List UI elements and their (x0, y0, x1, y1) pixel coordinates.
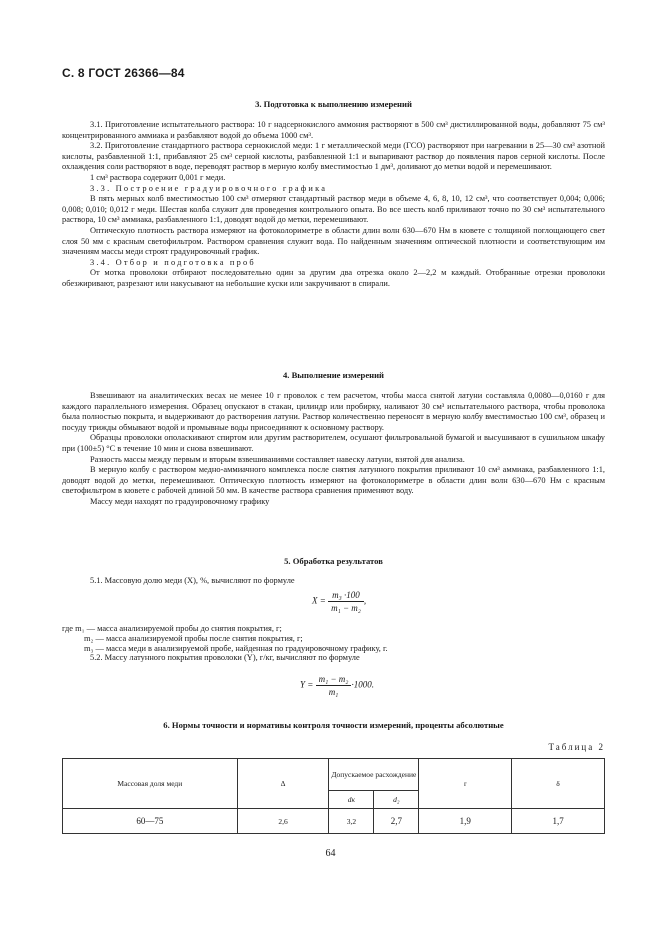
paragraph-4-a: Взвешивают на аналитических весах не менее 10 г проволок с тем расчетом, чтобы масса снятой латуни составляла 0,0080—0,0160 г для каждого параллельного измерения. Образец опускают в стакан, цилиндр или пробирку, наливают 30 см³ испытательного раствора, чтобы проволока была полностью покрыта, и выдерживают до растворения латуни. Раствор количественно переносят в мерную колбу вместимостью 100 см³, образец и посуду трижды обмывают водой и промывные воды присоединяют к основному раствору. (62, 391, 605, 432)
cell-copper-fraction: 60—75 (63, 809, 238, 834)
formula-x: X = $\frac{\text{m₃ ·100}}{\text{m₁ − m₂}}$ , (312, 590, 367, 613)
cell-small-delta: 1,7 (512, 809, 605, 834)
page-header: С. 8 ГОСТ 26366—84 (62, 66, 185, 80)
legend-m2: m₂ — масса анализируемой пробы после снятия покрытия, г; (84, 633, 303, 643)
table-label: Таблица 2 (548, 742, 605, 752)
header-delta: Δ (237, 759, 329, 809)
cell-dk: 3,2 (329, 809, 374, 834)
subsection-3-3-title: 3.3. Построение градуировочного графика (90, 183, 328, 193)
header-r: r (419, 759, 512, 809)
section-4-title: 4. Выполнение измерений (282, 370, 385, 380)
header-small-delta: δ (512, 759, 605, 809)
header-copper-fraction: Массовая доля меди (63, 759, 238, 809)
page-number: 64 (325, 848, 336, 859)
accuracy-table (62, 758, 605, 834)
paragraph-3-4: От мотка проволоки отбирают последовательно один за другим два отрезка около 2—2,2 м каждый. Отобранные отрезки проволоки обезжиривают, разрезают или накусывают на небольшие куски или закручивают в спирали. (62, 268, 605, 288)
section-3-title: 3. Подготовка к выполнению измерений (255, 99, 412, 109)
header-dk: dк (329, 791, 374, 809)
paragraph-4-d: В мерную колбу с раствором медно-аммиачного комплекса после снятия латунного покрытия приливают 10 см³ аммиака, разбавленного 1:1, доводят водой до метки, перемешивают. Оптическую плотность измеряют на фотоколориметре в области длин волн 630—670 Нм с красным светофильтром в кювете с рабочей длиной 50 мм. В качестве раствора сравнения применяют воду. (62, 465, 605, 496)
paragraph-5-2: 5.2. Массу латунного покрытия проволоки (Y), г/кг, вычисляют по формуле (90, 653, 360, 663)
section-6-title: 6. Нормы точности и нормативы контроля точности измерений, проценты абсолютные (163, 720, 504, 730)
table-row (63, 809, 605, 834)
paragraph-5-1: 5.1. Массовую долю меди (X), %, вычисляют по формуле (90, 576, 295, 585)
subsection-3-4-title: 3.4. Отбор и подготовка проб (90, 257, 256, 267)
formula-legend (62, 624, 605, 663)
cell-r: 1,9 (419, 809, 512, 834)
cell-d2: 2,7 (374, 809, 419, 834)
paragraph-3-3-a: В пять мерных колб вместимостью 100 см³ отмеряют стандартный раствор меди в объеме 4, 6, 8, 10, 12 см³, что соответствует 0,004; 0,006; 0,008; 0,010; 0,012 г меди. Шестая колба служит для проведения контрольного опыта. Во все шесть колб приливают точно по 30 см³ испытательного раствора, 10 см³ аммиака, разбавленного 1:1, доводят водой до метки, перемешивают. (62, 194, 605, 225)
cell-delta: 2,6 (237, 809, 329, 834)
formula-y: Y = $\frac{\text{m₁ − m₂}}{\text{m₁}}$ ·1000. (300, 674, 374, 697)
paragraph-copper-content: 1 см³ раствора содержит 0,001 г меди. (90, 172, 226, 182)
header-allowed-deviation: Допускаемое расхождение (329, 759, 419, 791)
paragraph-4-b: Образцы проволоки ополаскивают спиртом или другим растворителем, осушают фильтровальной бумагой и высушивают в сушильном шкафу при (100±5) °С в течение 10 мин и снова взвешивают. (62, 433, 605, 453)
paragraph-4-e: Массу меди находят по градуировочному графику (90, 496, 270, 506)
paragraph-3-2: 3.2. Приготовление стандартного раствора сернокислой меди: 1 г металлической меди (ГСО) растворяют при нагревании в 25—30 см³ азотной кислоты, разбавленной 1:1, прибавляют 25 см³ серной кислоты, разбавленной 1:1 и выпаривают раствор до появления паров серной кислоты. После охлаждения соли растворяют в воде, переводят раствор в мерную колбу вместимостью 1 дм³, доливают до метки водой и перемешивают. (62, 141, 605, 172)
paragraph-3-3-b: Оптическую плотность раствора измеряют на фотоколориметре в области длин волн 630—670 Нм в кювете с толщиной поглощающего свет слоя 50 мм с красным светофильтром. Раствором сравнения служит вода. По найденным значениям оптической плотности и соответствующим им значениям массы меди строят градуировочный график. (62, 225, 605, 257)
section-3-body (62, 120, 605, 290)
section-4-body (62, 391, 605, 508)
section-5-title: 5. Обработка результатов (284, 556, 383, 566)
paragraph-3-1: 3.1. Приготовление испытательного раствора: 10 г надсернокислого аммония растворяют в 500 см³ дистиллированной воды, добавляют 75 см³ концентрированного аммиака и разбавляют водой до объема 1000 см³. (62, 120, 605, 140)
paragraph-4-c: Разность массы между первым и вторым взвешиваниями составляет навеску латуни, взятой для анализа. (90, 454, 465, 464)
legend-m3: m₃ — масса меди в анализируемой пробе, найденная по градуировочному графику, г. (84, 643, 388, 653)
header-d2: d₂ (374, 791, 419, 809)
formula-x-fraction: $\frac{\text{m₃ ·100}}{\text{m₁ − m₂}}$ (328, 590, 364, 613)
formula-y-fraction: $\frac{\text{m₁ − m₂}}{\text{m₁}}$ (316, 674, 352, 697)
legend-m1: где m₁ — масса анализируемой пробы до снятия покрытия, г; (62, 624, 282, 633)
